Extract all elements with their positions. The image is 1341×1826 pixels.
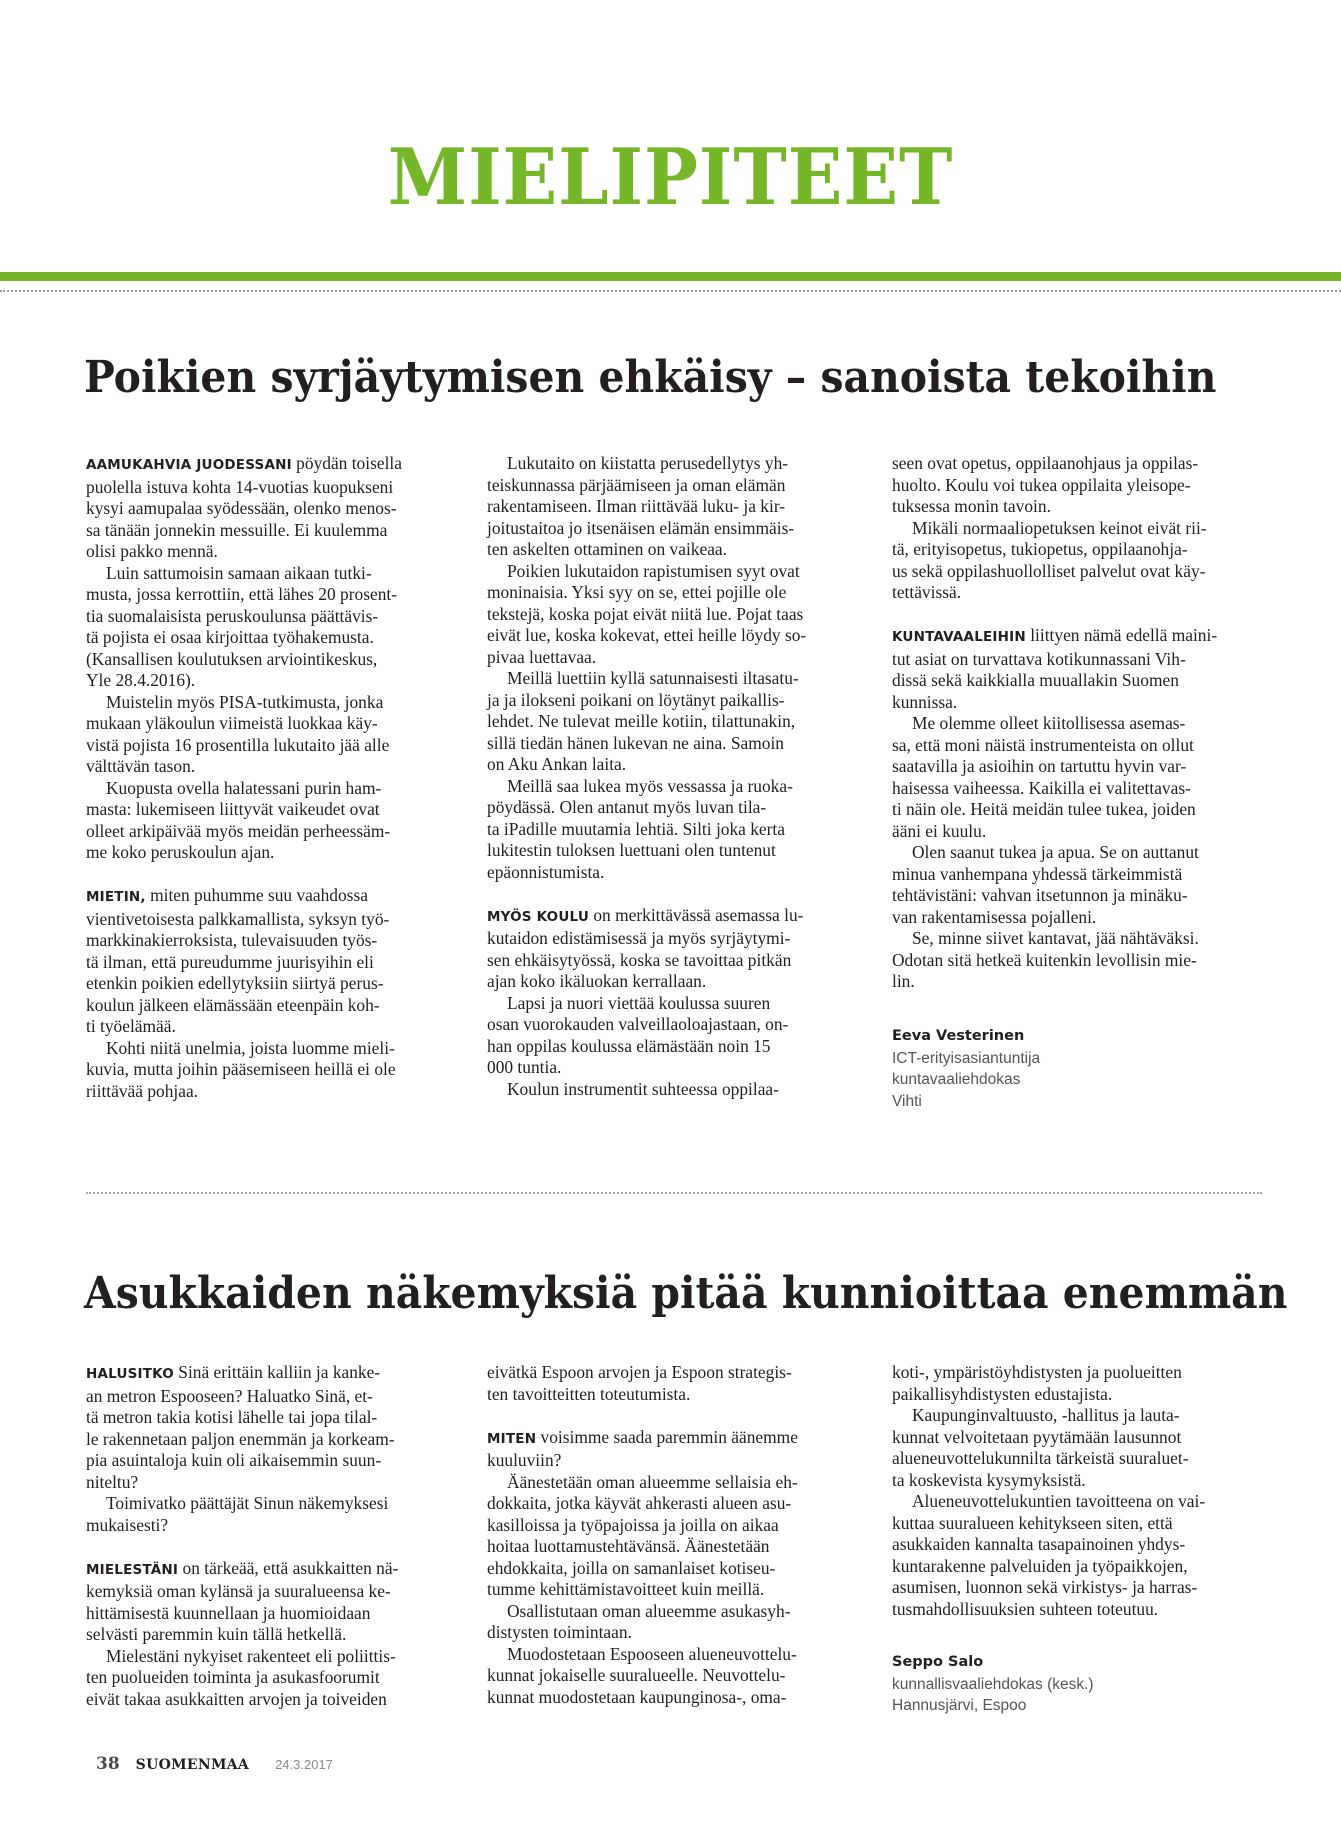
text-line: puolella istuva kohta 14-vuotias kuopukseni <box>86 476 394 497</box>
text-line: ajan koko ikäluokan kerrallaan. <box>487 971 707 991</box>
article-1-signature <box>892 1026 1040 1112</box>
text-line: Kuopusta ovella halatessani purin ham- <box>106 777 382 798</box>
text-line: Yle 28.4.2016). <box>86 670 196 690</box>
text-line: eivät takaa asukkaitten arvojen ja toiveiden <box>86 1688 387 1709</box>
text-line: Se, minne siivet kantavat, jää nähtäväksi. <box>912 928 1199 948</box>
paragraph <box>487 1427 859 1472</box>
text-line: kutaidon edistämisessä ja myös syrjäytymi- <box>487 928 791 948</box>
text-line: vientivetoisesta palkkamallista, syksyn työ- <box>86 908 390 929</box>
text-line: eivätkä Espoon arvojen ja Espoon strategis- <box>487 1362 792 1382</box>
paragraph <box>487 1472 859 1601</box>
author-role: kuntavaaliehdokas <box>892 1071 1021 1088</box>
paragraph <box>892 1405 1264 1491</box>
text-line: Lukutaito on kiistatta perusedellytys yh- <box>507 453 789 473</box>
text-line: Olen saanut tukea ja apua. Se on auttanut <box>912 842 1199 862</box>
text-line: Lapsi ja nuori viettää koulussa suuren <box>507 992 771 1013</box>
text-line: seen ovat opetus, oppilaanohjaus ja oppilas- <box>892 453 1199 473</box>
text-line: tuksessa monin tavoin. <box>892 496 1051 516</box>
dotted-divider-middle <box>86 1192 1262 1194</box>
text-line: le rakennetaan paljon enemmän ja korkeam- <box>86 1428 395 1449</box>
lead-in: MITEN <box>487 1430 537 1447</box>
text-line: riittävää pohjaa. <box>86 1080 199 1101</box>
paragraph <box>487 905 859 993</box>
text-line: kysyi aamupalaa syödessään, olenko menos- <box>86 498 397 518</box>
author-name: Eeva Vesterinen <box>892 1028 1025 1044</box>
paragraph <box>487 1079 859 1101</box>
text-line: alueneuvottelukunnilta tärkeistä suuraluet- <box>892 1448 1189 1468</box>
article-2-column-3 <box>892 1362 1264 1642</box>
publication-name: SUOMENMAA <box>135 1757 250 1773</box>
text-line: Meillä saa lukea myös vessassa ja ruoka- <box>507 775 793 796</box>
text-line: etenkin poikien edellytyksiin siirtyä perus- <box>86 973 384 993</box>
text-line: sa tänään jonnekin messuille. Ei kuulemma <box>86 519 388 540</box>
text-line: lin. <box>892 971 915 991</box>
text-line: on Aku Ankan laita. <box>487 754 627 774</box>
article-1-headline: Poikien syrjäytymisen ehkäisy – sanoista tekoihin <box>84 352 1217 403</box>
author-title: ICT-erityisasiantuntija <box>892 1049 1041 1067</box>
text-line: Mikäli normaaliopetuksen keinot eivät rii- <box>912 517 1207 538</box>
text-line: Toimivatko päättäjät Sinun näkemyksesi <box>106 1493 389 1513</box>
text-line: Alueneuvottelukuntien tavoitteena on vai- <box>912 1491 1206 1511</box>
text-line: kuntarakenne palveluiden ja työpaikkojen, <box>892 1555 1188 1576</box>
text-line: kemyksiä oman kylänsä ja suuralueensa ke- <box>86 1581 391 1601</box>
text-line: Muistelin myös PISA-tutkimusta, jonka <box>106 691 384 712</box>
text-line: AAMUKAHVIA JUODESSANI pöydän toisella <box>86 453 402 473</box>
author-location: Vihti <box>892 1092 922 1110</box>
paragraph <box>86 1493 458 1536</box>
text-line: minua vanhempana yhdessä tärkeimmistä <box>892 863 1183 884</box>
lead-in: HALUSITKO <box>86 1366 174 1382</box>
text-line: Koulun instrumentit suhteessa oppilaa- <box>507 1078 779 1099</box>
text-line: kunnat muodostetaan kaupunginosa-, oma- <box>487 1686 787 1707</box>
text-line: kuvia, mutta joihin pääsemiseen heillä ei ole <box>86 1059 396 1079</box>
text-line: kuttaa suuralueen kehitykseen siten, että <box>892 1512 1173 1533</box>
paragraph <box>86 778 458 864</box>
text-line: tusmahdollisuuksien suhteen toteutuu. <box>892 1598 1159 1619</box>
text-line: Kaupunginvaltuusto, -hallitus ja lauta- <box>912 1405 1180 1425</box>
page-footer <box>96 1754 333 1778</box>
text-line: tä pojista ei osaa kirjoittaa työhakemusta. <box>86 627 374 647</box>
lead-in: KUNTAVAALEIHIN <box>892 629 1026 645</box>
text-line: distysten toimintaan. <box>487 1622 632 1642</box>
paragraph-gap <box>487 883 859 905</box>
text-line: ääni ei kuulu. <box>892 820 987 841</box>
text-line: KUNTAVAALEIHIN liittyen nämä edellä maini- <box>892 625 1218 645</box>
text-line: paikallisyhdistysten edustajista. <box>892 1383 1113 1404</box>
text-line: Kohti niitä unelmia, joista luomme mieli- <box>106 1037 395 1058</box>
text-line: olleet arkipäivää myös meidän perheessäm- <box>86 820 391 841</box>
text-line: ten tavoitteitten toteutumista. <box>487 1383 691 1404</box>
text-line: (Kansallisen koulutuksen arviointikeskus, <box>86 648 378 669</box>
article-1-column-1 <box>86 453 458 1102</box>
paragraph <box>86 885 458 1038</box>
text-line: olisi pakko mennä. <box>86 541 218 561</box>
text-line: ten askelten ottaminen on vaikeaa. <box>487 539 727 559</box>
text-line: van rakentamisessa pojalleni. <box>892 906 1097 927</box>
text-line: saatavilla ja asioihin on tartuttu hyvin var- <box>892 756 1187 776</box>
text-line: ehdokkaita, joilla on samanlaiset kotiseu- <box>487 1557 776 1578</box>
paragraph-gap <box>892 604 1264 626</box>
lead-in: MYÖS KOULU <box>487 908 590 925</box>
text-line: kasilloissa ja työpajoissa ja joilla on aikaa <box>487 1514 779 1535</box>
paragraph-gap <box>487 1405 859 1427</box>
lead-in: MIETIN, <box>86 889 146 905</box>
dotted-divider-top <box>0 290 1341 292</box>
text-line: mukaisesti? <box>86 1514 169 1535</box>
text-line: asukkaiden kannalta tasapainoinen yhdys- <box>892 1534 1186 1554</box>
text-line: lukitestin tuloksen luettuani olen tuntenut <box>487 840 776 860</box>
text-line: me koko peruskoulun ajan. <box>86 842 275 862</box>
text-line: Odotan sitä hetkeä kuitenkin levollisin mie- <box>892 949 1197 970</box>
text-line: HALUSITKO Sinä erittäin kalliin ja kanke- <box>86 1362 381 1382</box>
text-line: han oppilas koulussa elämästään noin 15 <box>487 1035 771 1056</box>
text-line: hittämisestä kuunnellaan ja huomioidaan <box>86 1602 371 1623</box>
paragraph-gap <box>892 1620 1264 1642</box>
paragraph <box>487 776 859 884</box>
author-location: Hannusjärvi, Espoo <box>892 1697 1027 1714</box>
text-line: MITEN voisimme saada paremmin äänemme <box>487 1426 798 1447</box>
section-rule <box>0 272 1341 281</box>
text-line: tä metron takia kotisi lähelle tai jopa tilal- <box>86 1407 378 1427</box>
paragraph <box>86 563 458 692</box>
section-title: MIELIPITEET <box>387 132 954 223</box>
text-line: ten puolueiden toiminta ja asukasfoorumit <box>86 1667 380 1687</box>
text-line: dokkaita, jotka käyvät ahkerasti alueen asu- <box>487 1493 792 1513</box>
paragraph <box>86 1362 458 1493</box>
text-line: teiskunnassa pärjäämiseen ja oman elämän <box>487 474 786 495</box>
text-line: mukaan yläkoulun viimeistä luokkaa käy- <box>86 713 378 733</box>
text-line: MYÖS KOULU on merkittävässä asemassa lu- <box>487 904 804 925</box>
text-line: ja ja ilokseni poikani on löytänyt paikallis- <box>487 689 785 710</box>
paragraph <box>892 625 1264 713</box>
paragraph <box>892 1491 1264 1620</box>
text-line: ti työelämää. <box>86 1016 176 1036</box>
text-line: ti näin ole. Heitä meidän tulee tukea, joiden <box>892 799 1196 819</box>
paragraph <box>86 692 458 778</box>
text-line: joitustaitoa jo itsenäisen elämän ensimmäis- <box>487 517 795 538</box>
paragraph <box>487 1601 859 1644</box>
page-number: 38 <box>96 1754 120 1774</box>
text-line: sillä tiedän hänen lukevan ne aina. Samoin <box>487 732 784 753</box>
text-line: dissä sekä kaikkialla muuallakin Suomen <box>892 670 1179 690</box>
text-line: tekstejä, koska pojat eivät niitä lue. Pojat taas <box>487 603 804 624</box>
text-line: hoitaa luottamustehtävänsä. Äänestetään <box>487 1536 770 1556</box>
text-line: niteltu? <box>86 1471 139 1492</box>
text-line: MIELESTÄNI on tärkeää, että asukkaitten nä- <box>86 1557 399 1578</box>
article-2-column-1 <box>86 1362 458 1710</box>
text-line: pöydässä. Olen antanut myös luvan tila- <box>487 797 767 817</box>
author-name: Seppo Salo <box>892 1654 984 1670</box>
paragraph <box>487 668 859 776</box>
text-line: Meillä luettiin kyllä satunnaisesti iltasatu- <box>507 668 799 688</box>
article-2-column-2 <box>487 1362 859 1708</box>
text-line: kuuluviin? <box>487 1450 562 1470</box>
text-line: ta koskevista kysymyksistä. <box>892 1469 1086 1490</box>
lead-in: MIELESTÄNI <box>86 1561 179 1578</box>
lead-in: AAMUKAHVIA JUODESSANI <box>86 457 292 473</box>
text-line: ta iPadille muutamia lehtiä. Silti joka kerta <box>487 818 785 839</box>
text-line: selvästi paremmin kuin tällä hetkellä. <box>86 1624 347 1644</box>
text-line: Mielestäni nykyiset rakenteet eli poliittis- <box>106 1645 396 1666</box>
article-2-headline: Asukkaiden näkemyksiä pitää kunnioittaa enemmän <box>84 1268 1288 1319</box>
text-line: an metron Espooseen? Haluatko Sinä, et- <box>86 1385 373 1406</box>
paragraph <box>86 453 458 563</box>
text-line: lehdet. Ne tulevat meille kotiin, tilattunakin, <box>487 711 796 731</box>
text-line: koti-, ympäristöyhdistysten ja puolueitten <box>892 1362 1182 1382</box>
text-line: Muodostetaan Espooseen alueneuvottelu- <box>507 1643 797 1664</box>
text-line: tumme kehittämistavoitteet kuin meillä. <box>487 1579 765 1599</box>
paragraph <box>487 453 859 561</box>
article-1-column-2 <box>487 453 859 1100</box>
paragraph-gap <box>86 864 458 886</box>
text-line: Me olemme olleet kiitollisessa asemas- <box>912 713 1186 733</box>
text-line: tia suomalaisista peruskoulunsa päättävis- <box>86 605 379 626</box>
text-line: koulun jälkeen elämässään eteenpäin koh- <box>86 994 380 1015</box>
paragraph <box>487 1362 859 1405</box>
text-line: eivät lue, koska kokevat, ettei heille löydy so- <box>487 625 807 645</box>
paragraph <box>892 928 1264 993</box>
paragraph <box>487 561 859 669</box>
text-line: kunnissa. <box>892 691 958 712</box>
text-line: Poikien lukutaidon rapistumisen syyt ovat <box>507 560 800 581</box>
paragraph <box>86 1038 458 1103</box>
paragraph <box>892 713 1264 842</box>
paragraph-gap <box>892 993 1264 1015</box>
text-line: kunnat jokaiselle suuralueelle. Neuvottelu- <box>487 1665 786 1685</box>
author-role: kunnallisvaaliehdokas (kesk.) <box>892 1675 1094 1693</box>
paragraph <box>86 1558 458 1646</box>
text-line: 000 tuntia. <box>487 1057 562 1077</box>
text-line: Äänestetään oman alueemme sellaisia eh- <box>507 1471 798 1492</box>
paragraph-gap <box>86 1536 458 1558</box>
paragraph <box>892 842 1264 928</box>
publication-date: 24.3.2017 <box>275 1757 333 1772</box>
paragraph <box>86 1646 458 1711</box>
text-line: huolto. Koulu voi tukea oppilaita yleisope- <box>892 474 1191 495</box>
text-line: pivaa luettavaa. <box>487 646 597 667</box>
article-1-column-3 <box>892 453 1264 1014</box>
text-line: haisessa vaiheessa. Kaikilla ei valitettavas- <box>892 777 1191 798</box>
text-line: markkinakierroksista, tulevaisuuden työs- <box>86 930 378 950</box>
text-line: sa, että moni näistä instrumenteista on ollut <box>892 734 1194 755</box>
article-2-signature <box>892 1652 1094 1717</box>
text-line: kunnat velvoitetaan pyytämään lausunnot <box>892 1426 1182 1447</box>
text-line: moninaisia. Yksi syy on se, ettei pojille ole <box>487 582 787 602</box>
paragraph <box>892 518 1264 604</box>
paragraph <box>892 453 1264 518</box>
text-line: asumisen, luonnon sekä virkistys- ja harras- <box>892 1577 1198 1597</box>
text-line: tä ilman, että pureudumme juurisyihin eli <box>86 951 374 972</box>
text-line: masta: lukemiseen liittyvät vaikeudet ovat <box>86 799 380 819</box>
text-line: Osallistutaan oman alueemme asukasyh- <box>507 1600 791 1621</box>
paragraph <box>487 1644 859 1709</box>
text-line: pia asuintaloja kuin oli aikaisemmin suun- <box>86 1450 382 1470</box>
text-line: epäonnistumista. <box>487 861 605 882</box>
paragraph <box>892 1362 1264 1405</box>
text-line: tä, erityisopetus, tukiopetus, oppilaanohja- <box>892 539 1188 559</box>
text-line: tehtävistäni: vahvan itsetunnon ja minäku- <box>892 885 1188 905</box>
text-line: musta, jossa kerrottiin, että lähes 20 prosent- <box>86 584 398 604</box>
text-line: osan vuorokauden valveillaoloajastaan, on- <box>487 1014 789 1034</box>
text-line: sen ehkäisytyössä, koska se tavoittaa pitkän <box>487 949 792 970</box>
text-line: välttävän tason. <box>86 756 196 776</box>
text-line: MIETIN, miten puhumme suu vaahdossa <box>86 885 368 905</box>
paragraph <box>487 993 859 1079</box>
text-line: us sekä oppilashuollolliset palvelut ovat käy- <box>892 560 1206 581</box>
text-line: vistä pojista 16 prosentilla lukutaito jää alle <box>86 734 390 755</box>
text-line: tettävissä. <box>892 582 962 602</box>
text-line: rakentamiseen. Ilman riittävää luku- ja kir- <box>487 496 786 516</box>
text-line: tut asiat on turvattava kotikunnassani Vih- <box>892 648 1186 669</box>
text-line: Luin sattumoisin samaan aikaan tutki- <box>106 562 372 583</box>
